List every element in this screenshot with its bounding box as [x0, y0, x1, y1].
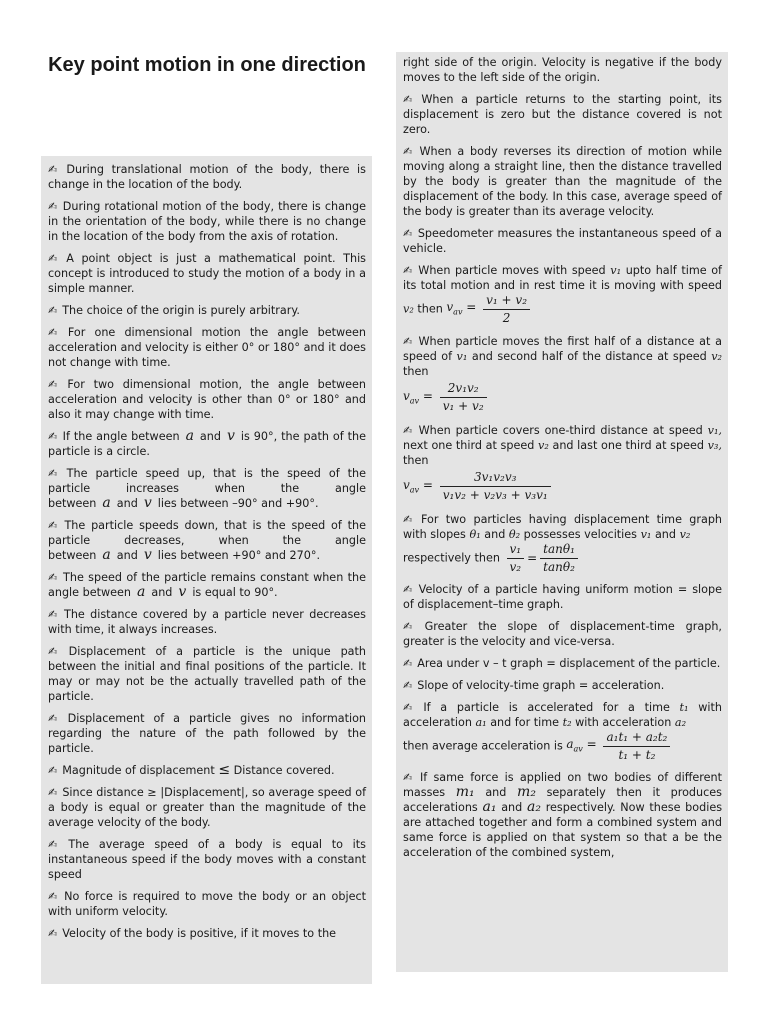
point-speedometer: ✍ Speedometer measures the instantaneous speed of a vehicle. [403, 227, 722, 255]
point-uniform-motion: ✍ Velocity of a particle having uniform motion = slope of displacement–time graph. [403, 583, 722, 611]
point-one-third: ✍ When particle covers one-third distance at speed v₁, next one third at speed v₂ and last one third at speed v₃, then [403, 424, 722, 467]
left-column [41, 156, 372, 984]
right-column [396, 52, 728, 972]
writing-hand-icon: ✍ [48, 927, 58, 940]
point-origin: ✍ The choice of the origin is purely arbitrary. [48, 304, 300, 317]
point-reverse: ✍ When a body reverses its direction of motion while moving along a straight line, then the distance travelled by the body is greater than the magnitude of the displacement of the body. In this case, average speed of the body is greater than its average velocity. [403, 145, 722, 218]
point-average-speed: ✍ Since distance ≥ |Displacement|, so average speed of a body is equal or greater than the magnitude of the average velocity of the body. [48, 786, 367, 829]
writing-hand-icon: ✍ [403, 620, 420, 633]
writing-hand-icon: ✍ [403, 513, 416, 526]
writing-hand-icon: ✍ [48, 645, 64, 658]
writing-hand-icon: ✍ [48, 378, 63, 391]
writing-hand-icon: ✍ [403, 657, 413, 670]
writing-hand-icon: ✍ [403, 93, 417, 106]
writing-hand-icon: ✍ [48, 467, 62, 480]
writing-hand-icon: ✍ [403, 335, 414, 348]
writing-hand-icon: ✍ [403, 227, 413, 240]
point-instantaneous: ✍ The average speed of a body is equal to its instantaneous speed if the body moves with a constant speed [48, 838, 366, 881]
point-velocity-positive: ✍ Velocity of the body is positive, if it moves to the [48, 927, 337, 940]
point-speed-up: ✍ The particle speed up, that is the speed of the particle increases when the angle between a and v lies between –90° and +90°. [48, 467, 367, 511]
point-velocity-continued: right side of the origin. Velocity is negative if the body moves to the left side of the origin. [403, 56, 722, 84]
writing-hand-icon: ✍ [48, 571, 59, 584]
point-circle: ✍ If the angle between a and v is 90°, the path of the particle is a circle. [48, 428, 367, 458]
point-speed-constant: ✍ The speed of the particle remains constant when the angle between a and v is equal to 90°. [48, 571, 366, 600]
point-distance: ✍ The distance covered by a particle never decreases with time, it always increases. [48, 608, 366, 636]
writing-hand-icon: ✍ [403, 701, 419, 714]
writing-hand-icon: ✍ [48, 764, 58, 777]
point-one-dimensional: ✍ For one dimensional motion the angle between acceleration and velocity is either 0° or 180° and it does not change with time. [48, 326, 366, 369]
point-average-acceleration: ✍ If a particle is accelerated for a time t₁ with acceleration a₁ and for time t₂ with acceleration a₂ then average acceleration is $a_{av}$ = $\frac{\text{a₁t₁ + a₂t₂}}{\text{t₁ + t₂}}$ [403, 701, 722, 762]
equation-half-distance: $v_{av}$ = $\frac{\text{2v₁v₂}}{\text{v₁ + v₂}}$ [403, 381, 722, 414]
point-slope-velocity: ✍ Slope of velocity-time graph = acceleration. [403, 679, 665, 692]
writing-hand-icon: ✍ [403, 679, 413, 692]
point-graph-slopes: ✍ For two particles having displacement time graph with slopes θ₁ and θ₂ possesses velocities v₁ and v₂ respectively then $\frac{\text{v₁}}{\text{v₂}}$ = $\frac{\text{tanθ₁}}{\text{tanθ₂}}$ [403, 513, 723, 574]
writing-hand-icon: ✍ [403, 145, 415, 158]
point-translational: ✍ During translational motion of the body, there is change in the location of the body. [48, 163, 366, 191]
page-title: Key point motion in one direction [48, 54, 366, 76]
writing-hand-icon: ✍ [48, 608, 59, 621]
point-displacement-info: ✍ Displacement of a particle gives no information regarding the nature of the path followed by the particle. [48, 712, 367, 755]
point-no-force: ✍ No force is required to move the body or an object with uniform velocity. [48, 890, 366, 918]
writing-hand-icon: ✍ [48, 326, 63, 339]
writing-hand-icon: ✍ [403, 583, 414, 596]
point-same-force: ✍ If same force is applied on two bodies of different masses m₁ and m₂ separately then it produces accelerations a₁ and a₂ respectively. Now these bodies are attached together and form a combined system and same force is applied on that system so that a be the acceleration of the combined system, [403, 771, 723, 859]
writing-hand-icon: ✍ [48, 252, 62, 265]
writing-hand-icon: ✍ [403, 424, 414, 437]
writing-hand-icon: ✍ [48, 430, 58, 443]
point-displacement: ✍ Displacement of a particle is the unique path between the initial and final positions of the particle. It may or may not be the actually travelled path of the particle. [48, 645, 367, 703]
point-object: ✍ A point object is just a mathematical point. This concept is introduced to study the motion of a body in a simple manner. [48, 252, 367, 295]
writing-hand-icon: ✍ [48, 519, 60, 532]
point-speed-down: ✍ The particle speeds down, that is the speed of the particle decreases, when the angle between a and v lies between +90° and 270°. [48, 519, 366, 563]
point-half-distance: ✍ When particle moves the first half of a distance at a speed of v₁ and second half of the distance at speed v₂ then [403, 335, 723, 378]
writing-hand-icon: ✍ [403, 771, 415, 784]
point-return: ✍ When a particle returns to the starting point, its displacement is zero but the distance covered is not zero. [403, 93, 722, 136]
point-rotational: ✍ During rotational motion of the body, there is change in the orientation of the body, while there is no change in the location of the body from the axis of rotation. [48, 200, 366, 243]
writing-hand-icon: ✍ [48, 163, 62, 176]
writing-hand-icon: ✍ [48, 786, 58, 799]
writing-hand-icon: ✍ [48, 304, 58, 317]
point-half-time: ✍ When particle moves with speed v₁ upto half time of its total motion and in rest time it is moving with speed v₂ then $v_{av}$ = $\frac{\text{v₁ + v₂}}{2}$ [403, 264, 722, 325]
point-two-dimensional: ✍ For two dimensional motion, the angle between acceleration and velocity is other than 0° or 180° and also it may change with time. [48, 378, 367, 421]
writing-hand-icon: ✍ [48, 712, 63, 725]
writing-hand-icon: ✍ [48, 890, 60, 903]
point-magnitude: ✍ Magnitude of displacement ≤ Distance covered. [48, 762, 335, 778]
writing-hand-icon: ✍ [403, 264, 414, 277]
point-area-under: ✍ Area under v – t graph = displacement of the particle. [403, 657, 721, 670]
equation-one-third: $v_{av}$ = $\frac{\text{3v₁v₂v₃}}{\text{v₁v₂ + v₂v₃ + v₃v₁}}$ [403, 470, 722, 503]
writing-hand-icon: ✍ [48, 838, 64, 851]
equation-half-time: $v_{av}$ = [446, 299, 481, 317]
point-greater-slope: ✍ Greater the slope of displacement-time graph, greater is the velocity and vice-versa. [403, 620, 722, 648]
writing-hand-icon: ✍ [48, 200, 58, 213]
